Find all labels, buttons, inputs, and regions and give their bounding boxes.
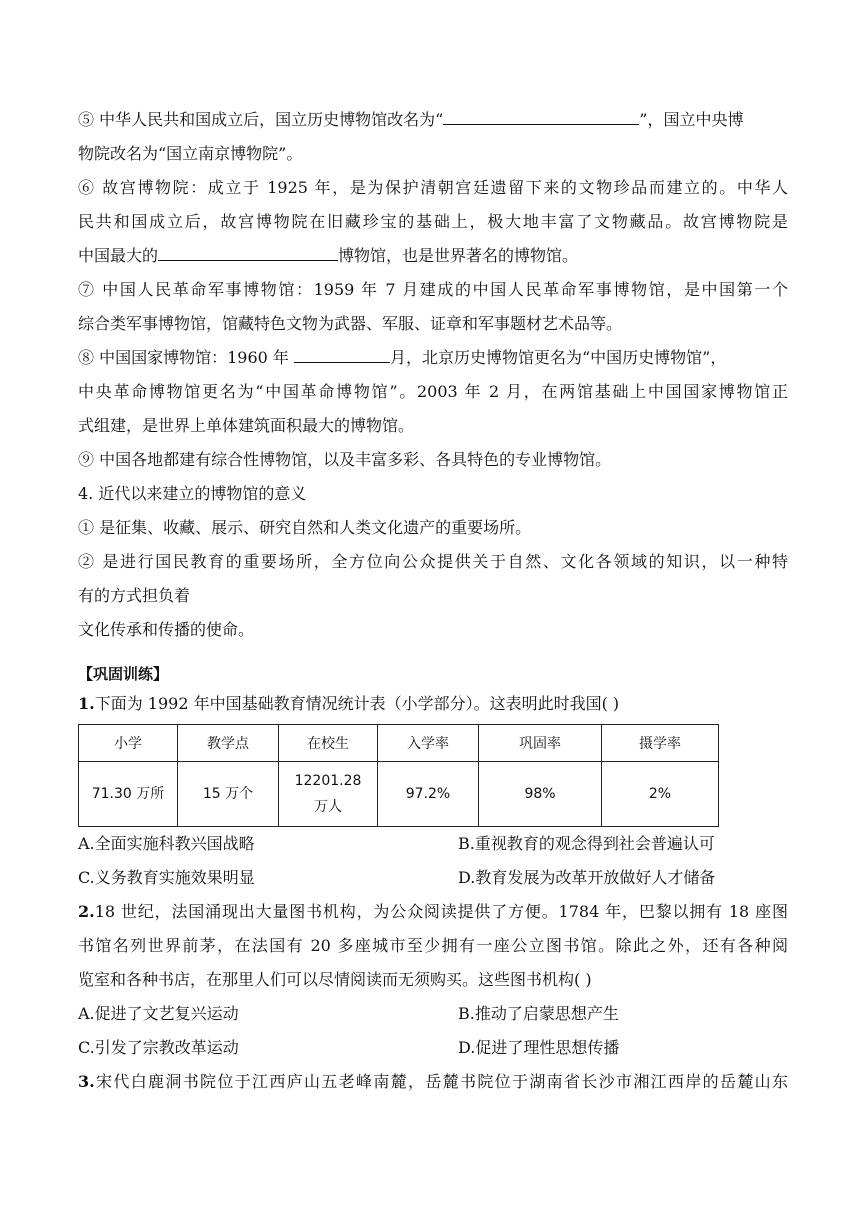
option-c[interactable]: C.义务教育实施效果明显 bbox=[78, 868, 255, 887]
question-2-stem-line-3: 览室和各种书店，在那里人们可以尽情阅读而无须购买。这些图书机构( ) bbox=[78, 970, 592, 989]
question-text: 下面为 1992 年中国基础教育情况统计表（小学部分）。这表明此时我国( ) bbox=[94, 694, 620, 713]
question-1-stem bbox=[78, 694, 788, 714]
question-2-stem-line-1 bbox=[78, 902, 788, 922]
section-4-point-2-line-2: 有的方式担负着 bbox=[78, 586, 191, 605]
table-cell: 71.30 万所 bbox=[79, 762, 178, 827]
section-4-title: 4. 近代以来建立的博物馆的意义 bbox=[78, 484, 307, 503]
table-header-cell: 摄学率 bbox=[602, 725, 719, 762]
table-header-cell: 入学率 bbox=[378, 725, 479, 762]
question-2-options-ab bbox=[78, 1004, 788, 1024]
option-b[interactable]: B.重视教育的观念得到社会普遍认可 bbox=[458, 834, 715, 853]
paragraph-8-line-2: 中央革命博物馆更名为“中国革命博物馆”。2003 年 2 月，在两馆基础上中国国家博物馆正 bbox=[78, 382, 788, 401]
paragraph-5-line-2: 物院改名为“国立南京博物院”。 bbox=[78, 144, 303, 163]
paragraph-6-line-3 bbox=[78, 246, 788, 266]
fill-blank-3[interactable] bbox=[294, 348, 390, 363]
table-cell bbox=[279, 762, 378, 827]
table-header-row bbox=[79, 725, 719, 762]
table-header-cell: 小学 bbox=[79, 725, 178, 762]
paragraph-5-line-1 bbox=[78, 110, 788, 130]
paragraph-9: ⑨ 中国各地都建有综合性博物馆，以及丰富多彩、各具特色的专业博物馆。 bbox=[78, 450, 612, 469]
text-span: 中国最大的 bbox=[78, 246, 159, 265]
text-span: ”，国立中央博 bbox=[639, 110, 744, 129]
option-c[interactable]: C.引发了宗教改革运动 bbox=[78, 1038, 239, 1057]
table-cell: 97.2% bbox=[378, 762, 479, 827]
table-row bbox=[79, 762, 719, 827]
paragraph-8-line-1 bbox=[78, 348, 788, 368]
education-stats-table bbox=[78, 724, 719, 827]
question-2-options-cd bbox=[78, 1038, 788, 1058]
paragraph-7-line-1: ⑦ 中国人民革命军事博物馆：1959 年 7 月建成的中国人民革命军事博物馆，是中国第一个 bbox=[78, 280, 788, 299]
question-2-stem-line-2: 书馆名列世界前茅，在法国有 20 多座城市至少拥有一座公立图书馆。除此之外，还有各种阅 bbox=[78, 936, 788, 955]
table-cell: 2% bbox=[602, 762, 719, 827]
fill-blank-1[interactable] bbox=[443, 110, 639, 125]
question-text: 宋代白鹿洞书院位于江西庐山五老峰南麓，岳麓书院位于湖南省长沙市湘江西岸的岳麓山东 bbox=[94, 1072, 788, 1091]
option-a[interactable]: A.促进了文艺复兴运动 bbox=[78, 1004, 239, 1023]
option-d[interactable]: D.教育发展为改革开放做好人才储备 bbox=[458, 868, 716, 887]
section-4-point-2-line-3: 文化传承和传播的使命。 bbox=[78, 620, 255, 639]
option-a[interactable]: A.全面实施科教兴国战略 bbox=[78, 834, 255, 853]
text-span: ⑧ 中国国家博物馆：1960 年 bbox=[78, 348, 294, 367]
question-number: 3. bbox=[78, 1072, 95, 1091]
question-number: 2. bbox=[78, 902, 95, 921]
practice-heading: 【巩固训练】 bbox=[78, 665, 169, 683]
question-1-options-ab bbox=[78, 834, 788, 854]
paragraph-8-line-3: 式组建，是世界上单体建筑面积最大的博物馆。 bbox=[78, 416, 415, 435]
question-3-stem-line-1 bbox=[78, 1072, 788, 1092]
paragraph-6-line-2: 民共和国成立后，故宫博物院在旧藏珍宝的基础上，极大地丰富了文物藏品。故宫博物院是 bbox=[78, 212, 788, 231]
text-span: ⑤ 中华人民共和国成立后，国立历史博物馆改名为“ bbox=[78, 110, 444, 129]
section-4-point-2-line-1: ② 是进行国民教育的重要场所，全方位向公众提供关于自然、文化各领域的知识，以一种特 bbox=[78, 552, 788, 571]
text-span: 博物馆，也是世界著名的博物馆。 bbox=[338, 246, 579, 265]
table-header-cell: 巩固率 bbox=[479, 725, 602, 762]
table-cell: 98% bbox=[479, 762, 602, 827]
section-4-point-1: ① 是征集、收藏、展示、研究自然和人类文化遗产的重要场所。 bbox=[78, 518, 532, 537]
question-1-options-cd bbox=[78, 868, 788, 888]
text-span: 月，北京历史博物馆更名为“中国历史博物馆”， bbox=[389, 348, 727, 367]
question-text: 18 世纪，法国涌现出大量图书机构，为公众阅读提供了方便。1784 年，巴黎以拥有 18 座图 bbox=[94, 902, 788, 921]
table-cell-line: 万人 bbox=[314, 799, 342, 815]
paragraph-7-line-2: 综合类军事博物馆，馆藏特色文物为武器、军服、证章和军事题材艺术品等。 bbox=[78, 314, 623, 333]
fill-blank-2[interactable] bbox=[158, 246, 338, 261]
table-header-cell: 在校生 bbox=[279, 725, 378, 762]
paragraph-6-line-1: ⑥ 故宫博物院：成立于 1925 年，是为保护清朝宫廷遗留下来的文物珍品而建立的。中华人 bbox=[78, 178, 788, 197]
table-cell-line: 12201.28 bbox=[294, 773, 362, 789]
option-b[interactable]: B.推动了启蒙思想产生 bbox=[458, 1004, 619, 1023]
question-number: 1. bbox=[78, 694, 95, 713]
option-d[interactable]: D.促进了理性思想传播 bbox=[458, 1038, 620, 1057]
table-cell: 15 万个 bbox=[178, 762, 279, 827]
table-header-cell: 教学点 bbox=[178, 725, 279, 762]
